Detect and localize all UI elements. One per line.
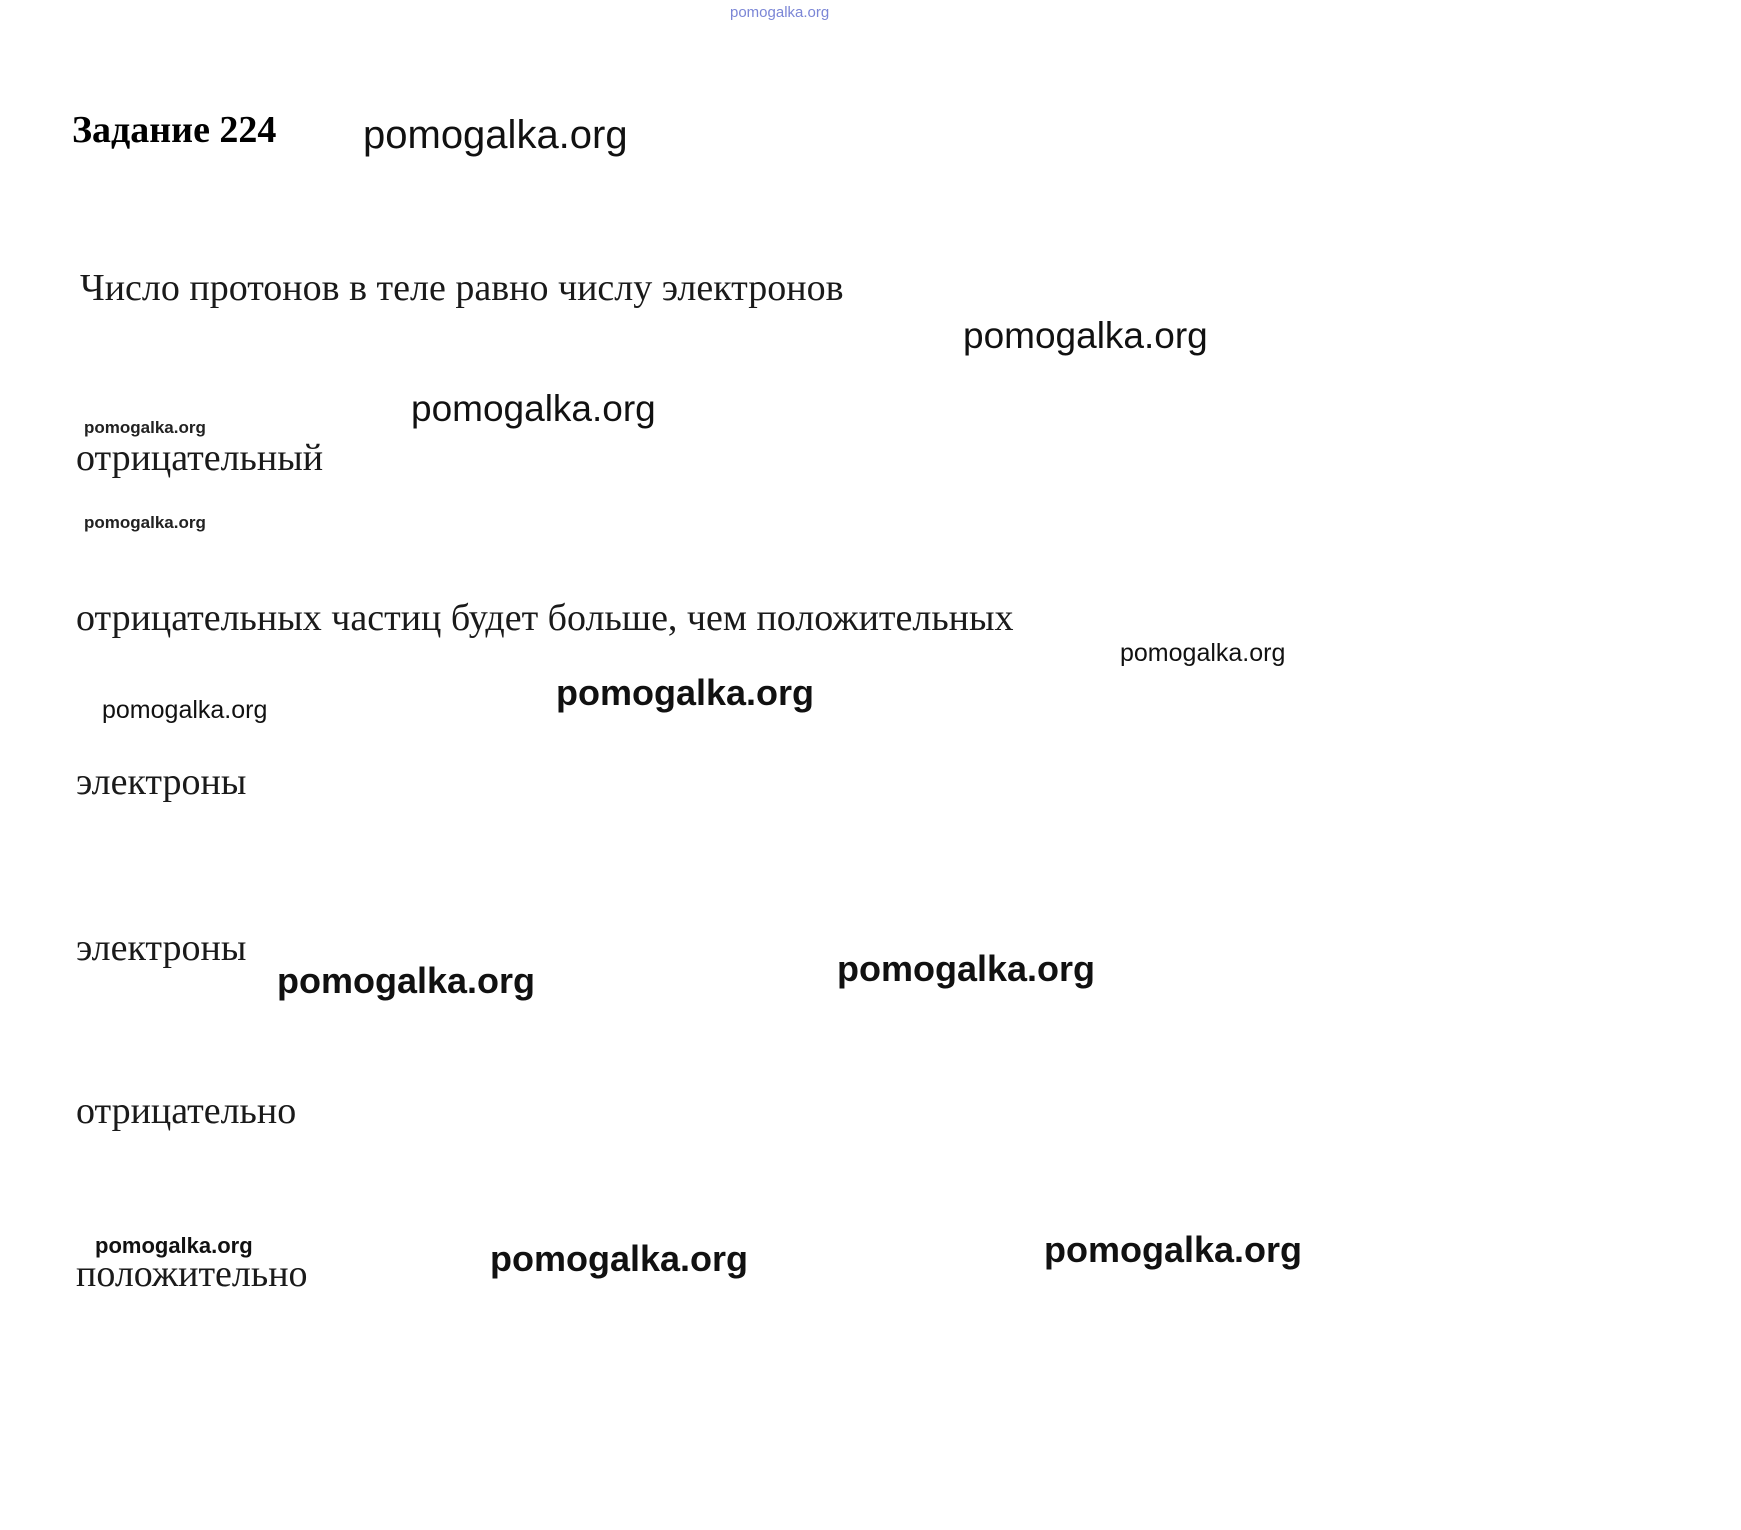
watermark: pomogalka.org — [837, 948, 1096, 989]
page-title: Задание 224 — [72, 109, 277, 151]
answer-line-2: отрицательный — [76, 437, 324, 479]
answer-line-1: Число протонов в теле равно числу электронов — [80, 267, 844, 309]
watermark: pomogalka.org — [963, 315, 1208, 356]
watermark: pomogalka.org — [84, 418, 206, 437]
watermark: pomogalka.org — [1044, 1229, 1303, 1270]
answer-line-4: электроны — [76, 761, 247, 803]
watermark: pomogalka.org — [102, 696, 268, 724]
watermark: pomogalka.org — [556, 672, 815, 713]
watermark: pomogalka.org — [490, 1238, 749, 1279]
watermark: pomogalka.org — [411, 388, 656, 429]
watermark: pomogalka.org — [277, 960, 536, 1001]
answer-line-7: положительно — [76, 1253, 308, 1295]
answer-line-6: отрицательно — [76, 1090, 297, 1132]
watermark: pomogalka.org — [1120, 639, 1286, 667]
watermark: pomogalka.org — [95, 1233, 253, 1258]
answer-line-3: отрицательных частиц будет больше, чем положительных — [76, 597, 1014, 639]
answer-line-5: электроны — [76, 927, 247, 969]
watermark: pomogalka.org — [730, 4, 830, 21]
watermark: pomogalka.org — [363, 113, 628, 157]
watermark: pomogalka.org — [84, 513, 206, 532]
